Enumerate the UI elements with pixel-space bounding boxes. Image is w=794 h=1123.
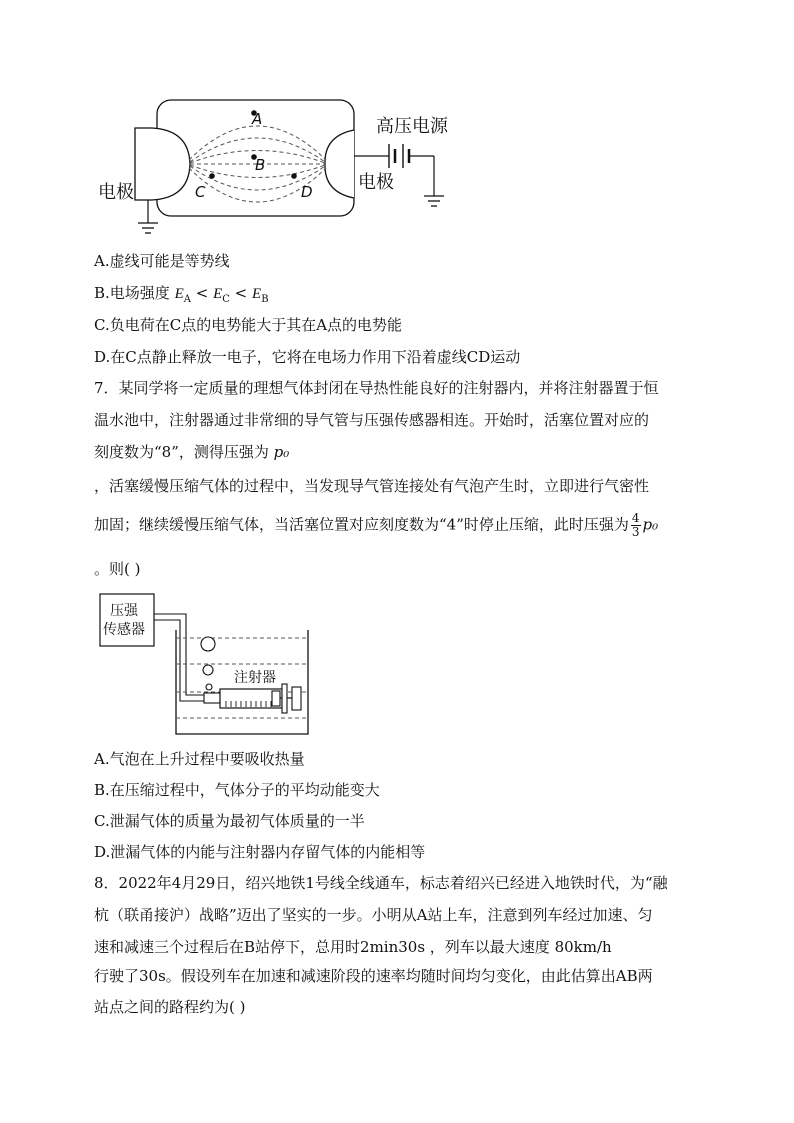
q7-line-4: ，活塞缓慢压缩气体的过程中，当发现导气管连接处有气泡产生时，立即进行气密性: [94, 477, 650, 495]
label-power-supply: 高压电源: [376, 116, 448, 137]
q7-line-6: 。则( ): [94, 560, 141, 578]
label-b: B: [255, 156, 266, 174]
q6-option-b-formula: $E_A < E_C < E_B$: [174, 284, 269, 305]
pressure-fraction: $\frac{4}{3}$: [631, 511, 640, 539]
q7-line-5: 加固；继续缓慢压缩气体，当活塞位置对应刻度数为“4”时停止压缩，此时压强为 $\frac{4}{3}$ p₀: [94, 511, 659, 539]
q8-line-5: 站点之间的路程约为( ): [94, 998, 246, 1016]
q8-line-1: 8．2022年4月29日，绍兴地铁1号线全线通车，标志着绍兴已经进入地铁时代，为“融: [94, 874, 668, 892]
sensor-label-1: 压强: [110, 603, 138, 619]
syringe-label: 注射器: [234, 670, 276, 686]
point-d: [291, 173, 297, 179]
q7-option-b: B.在压缩过程中，气体分子的平均动能变大: [94, 781, 380, 799]
electric-field-figure: [94, 96, 474, 241]
q8-line-3: 速和减速三个过程后在B站停下，总用时2min30s ，列车以最大速度 80km/h: [94, 938, 612, 956]
q7-line-2: 温水池中，注射器通过非常细的导气管与压强传感器相连。开始时，活塞位置对应的: [94, 411, 650, 429]
syringe-plunger-end: [292, 687, 301, 710]
bubble-small: [206, 684, 212, 690]
q6-option-d: D.在C点静止释放一电子，它将在电场力作用下沿着虚线CD运动: [94, 348, 521, 366]
q7-option-d: D.泄漏气体的内能与注射器内存留气体的内能相等: [94, 843, 426, 861]
left-electrode: [135, 128, 190, 200]
right-electrode: [325, 130, 354, 198]
q8-line-4: 行驶了30s。假设列车在加速和减速阶段的速率均随时间均匀变化，由此估算出AB两: [94, 967, 653, 985]
p0-symbol: p₀: [273, 443, 290, 461]
syringe-flange: [282, 684, 287, 713]
q7-option-a: A.气泡在上升过程中要吸收热量: [94, 750, 305, 768]
syringe-nozzle: [204, 693, 220, 703]
bubble-medium: [203, 665, 213, 675]
label-a: A: [252, 110, 263, 128]
q7-option-c: C.泄漏气体的质量为最初气体质量的一半: [94, 812, 365, 830]
pressure-sensor-box: [100, 594, 154, 646]
label-electrode-right: 电极: [358, 172, 394, 193]
bubble-large: [201, 637, 215, 651]
q7-line-3: 刻度数为“8”，测得压强为 p₀: [94, 443, 290, 461]
q7-line-1: 7．某同学将一定质量的理想气体封闭在导热性能良好的注射器内，并将注射器置于恒: [94, 379, 659, 397]
q6-option-c: C.负电荷在C点的电势能大于其在A点的电势能: [94, 316, 403, 334]
sensor-label-2: 传感器: [103, 622, 145, 638]
syringe-piston: [272, 691, 280, 706]
q8-line-2: 杭（联甬接沪）战略”迈出了坚实的一步。小明从A站上车，注意到列车经过加速、匀: [94, 906, 653, 924]
q6-option-a: A.虚线可能是等势线: [94, 252, 230, 270]
syringe-figure: [98, 592, 313, 742]
label-d: D: [301, 183, 313, 201]
q6-option-b: B.电场强度 $E_A < E_C < E_B$: [94, 284, 269, 305]
label-c: C: [195, 183, 206, 201]
label-electrode-left: 电极: [98, 182, 134, 203]
point-c: [209, 173, 215, 179]
gas-tube: [154, 614, 208, 695]
